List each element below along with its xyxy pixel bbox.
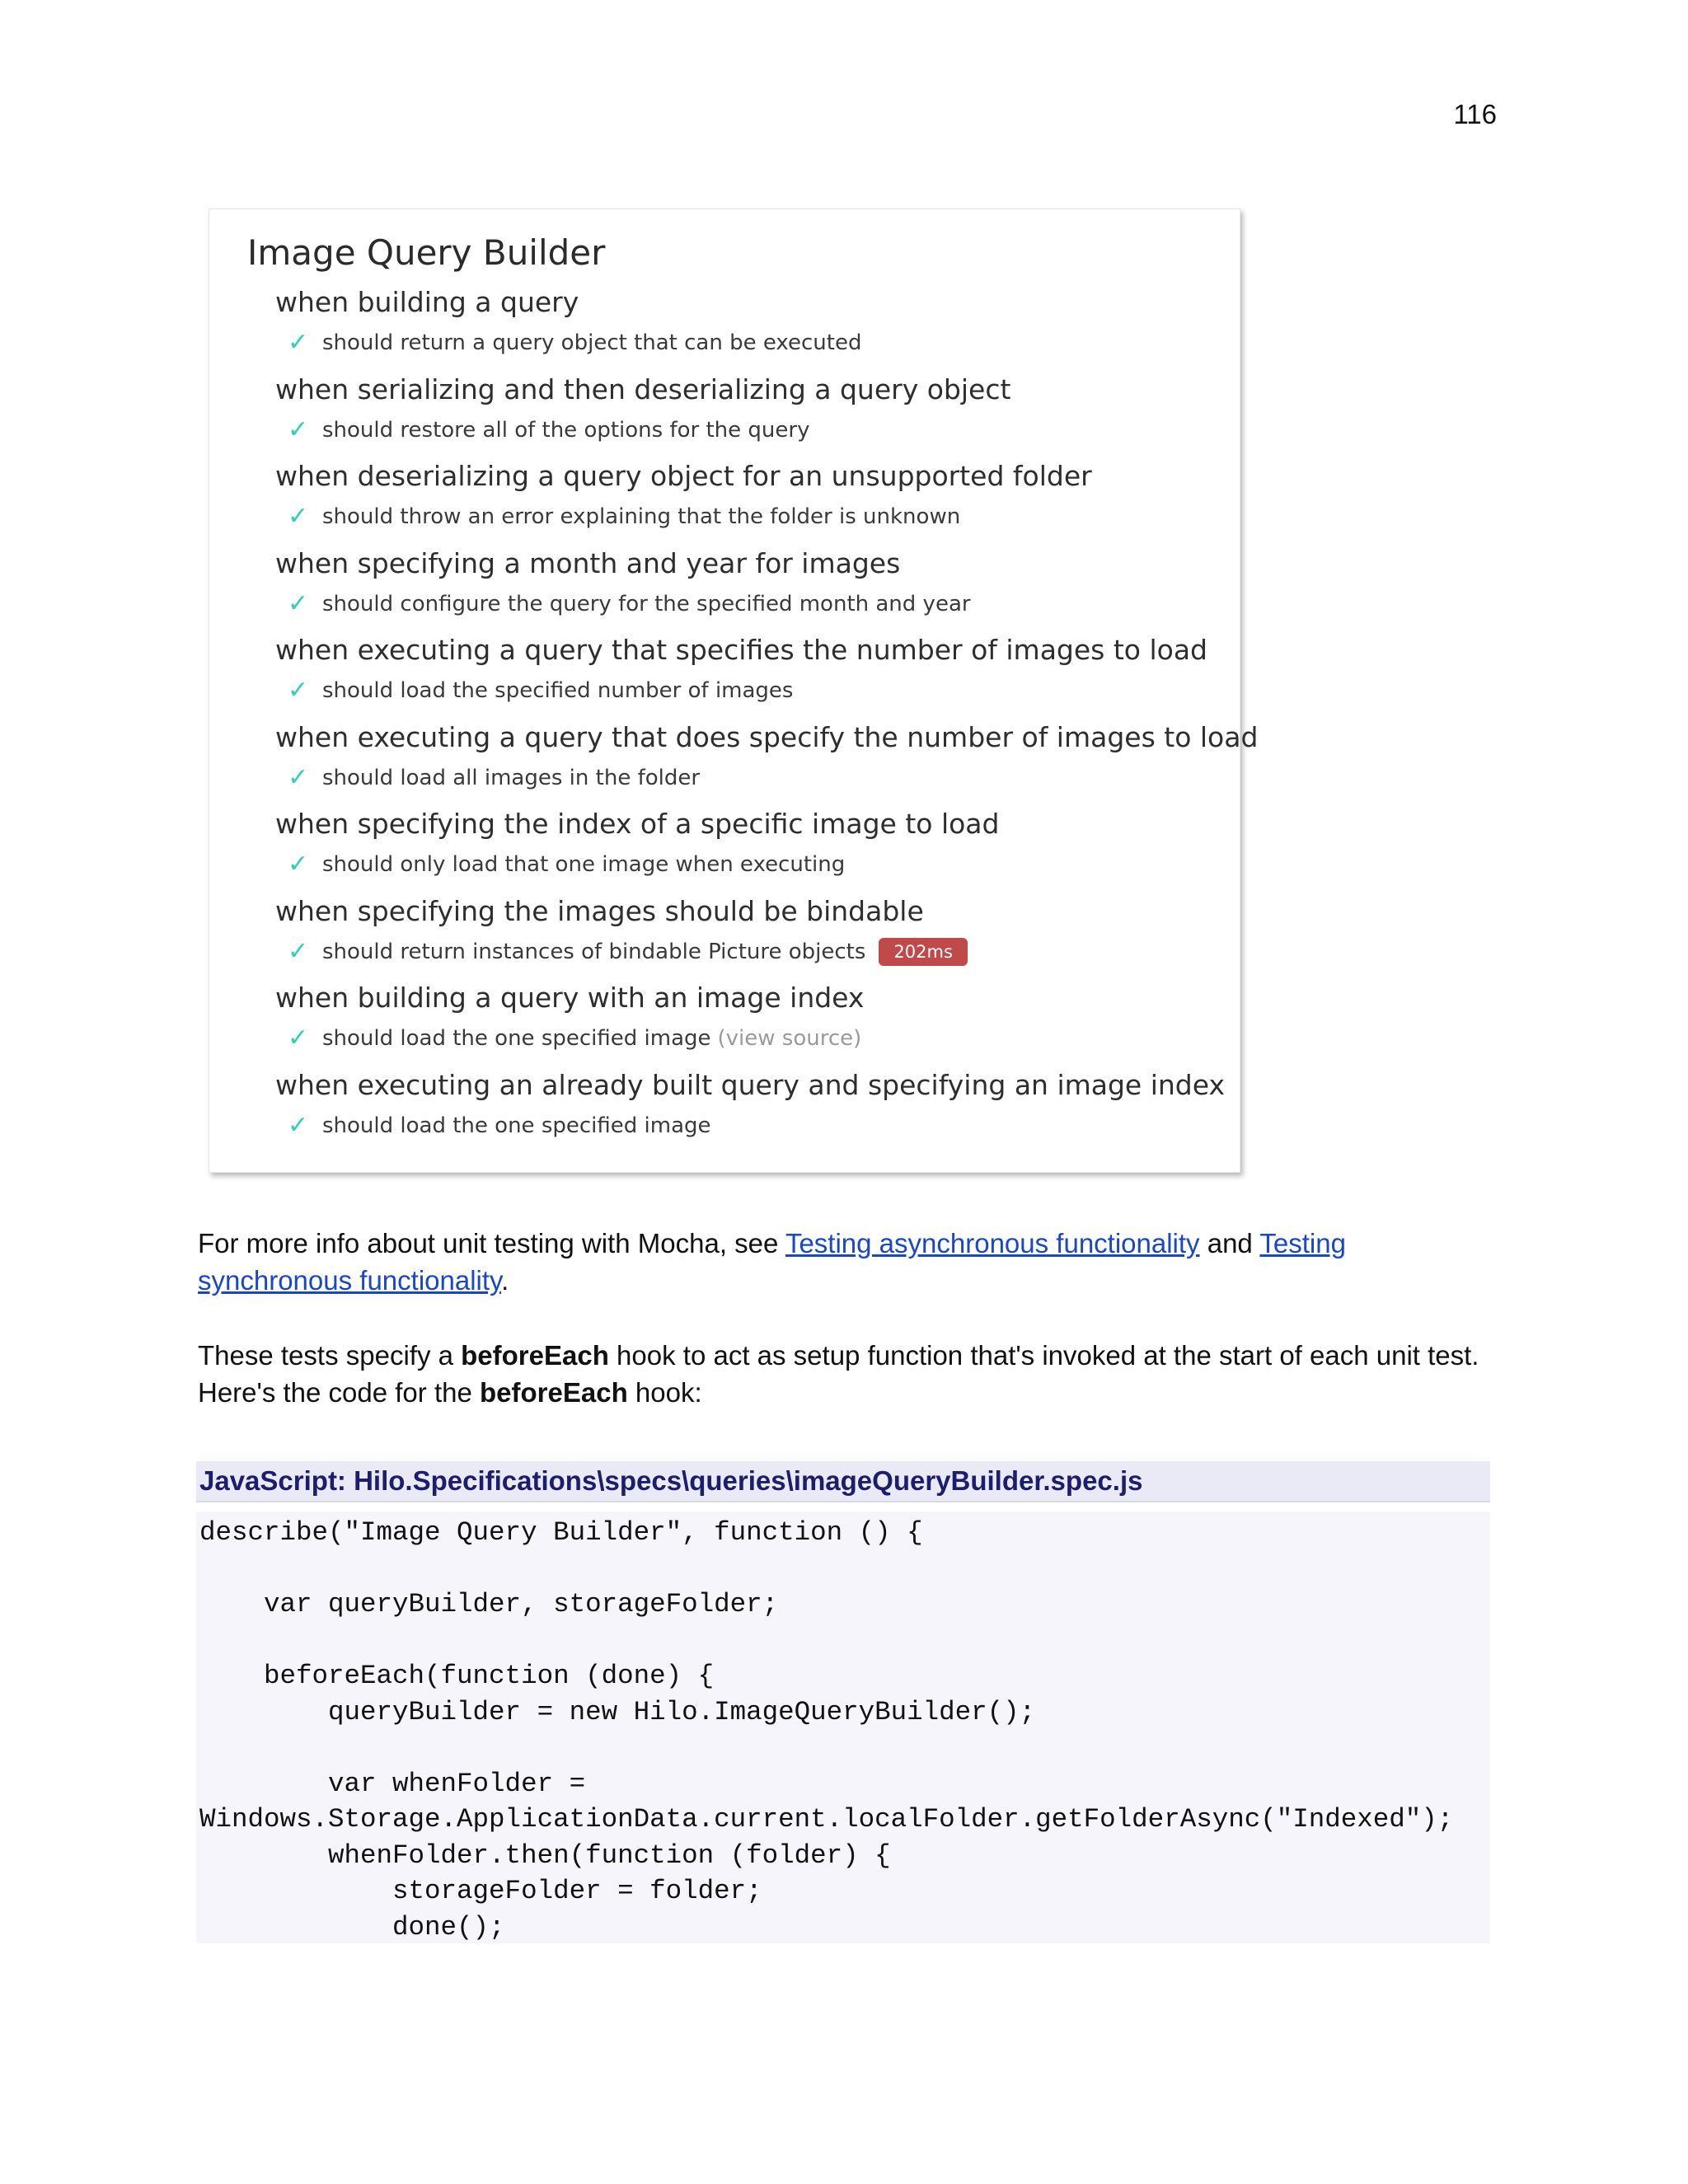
- check-icon: ✓: [288, 328, 309, 357]
- test-suite: [275, 546, 1223, 634]
- code-line: var queryBuilder, storageFolder;: [199, 1589, 779, 1619]
- check-icon: ✓: [288, 676, 309, 705]
- test-label: should throw an error explaining that the folder is unknown: [322, 504, 961, 529]
- test-case: [275, 674, 1223, 707]
- paragraph-text: hook to act as setup function that's invoked at the start of each unit test. Here's the code for the: [198, 1340, 1479, 1408]
- test-case: [275, 500, 1223, 533]
- code-line: [199, 1730, 1490, 1766]
- test-label: should load the one specified image: [322, 1026, 711, 1051]
- check-icon: ✓: [288, 936, 309, 966]
- test-results-screenshot: [209, 209, 1259, 1173]
- code-line: var whenFolder =: [199, 1768, 586, 1799]
- check-icon: ✓: [288, 850, 309, 879]
- test-suite: [275, 459, 1223, 546]
- view-source-link[interactable]: (view source): [717, 1026, 862, 1051]
- paragraph-text: .: [501, 1265, 509, 1296]
- code-header: JavaScript: Hilo.Specifications\specs\queries\imageQueryBuilder.spec.js: [196, 1461, 1490, 1502]
- test-case: [275, 935, 1223, 968]
- suite-title: when building a query with an image index: [275, 982, 865, 1014]
- check-icon: ✓: [288, 415, 309, 444]
- paragraph-text: For more info about unit testing with Mocha, see: [198, 1228, 785, 1258]
- test-label: should load all images in the folder: [322, 765, 701, 790]
- check-icon: ✓: [288, 762, 309, 792]
- bold-term: beforeEach: [461, 1340, 609, 1371]
- code-line: describe("Image Query Builder", function () {: [199, 1517, 923, 1548]
- code-line: [199, 1551, 1490, 1587]
- test-suite: [275, 1068, 1226, 1155]
- suite-title: when serializing and then deserializing a query object: [275, 373, 1011, 405]
- test-label: should only load that one image when executing: [322, 852, 846, 877]
- test-case: [275, 414, 1223, 447]
- test-suite: [275, 633, 1223, 720]
- test-case: [275, 588, 1223, 621]
- link-testing-asynchronous[interactable]: Testing asynchronous functionality: [785, 1228, 1200, 1258]
- suite-title: when deserializing a query object for an unsupported folder: [275, 460, 1092, 492]
- test-case: [275, 326, 1223, 359]
- test-suite: [275, 373, 1223, 460]
- test-label: should return instances of bindable Picture objects: [322, 939, 866, 964]
- test-label: should load the specified number of images: [322, 678, 794, 703]
- suite-title: when specifying a month and year for images: [275, 546, 901, 579]
- suite-title: when building a query: [275, 286, 579, 318]
- test-case: [275, 1109, 1223, 1142]
- test-suite: [275, 981, 1223, 1068]
- code-line: done();: [199, 1911, 505, 1943]
- paragraph-text: hook:: [627, 1377, 702, 1408]
- test-label: should load the one specified image: [322, 1113, 711, 1138]
- test-label: should configure the query for the specified month and year: [322, 591, 971, 616]
- paragraph-text: and: [1199, 1228, 1260, 1258]
- test-suite: [275, 720, 1259, 808]
- code-line: Windows.Storage.ApplicationData.current.localFolder.getFolderAsync("Indexed");: [199, 1804, 1454, 1835]
- suite-title: when executing a query that specifies the number of images to load: [275, 634, 1208, 666]
- page-number: 116: [1453, 99, 1497, 129]
- beforeeach-paragraph: [198, 1337, 1492, 1411]
- code-line: beforeEach(function (done) {: [199, 1661, 715, 1691]
- mocha-info-paragraph: [198, 1225, 1500, 1299]
- check-icon: ✓: [288, 1024, 309, 1052]
- test-case: [275, 1022, 1223, 1055]
- paragraph-text: These tests specify a: [198, 1340, 462, 1371]
- check-icon: ✓: [288, 1110, 309, 1140]
- code-line: whenFolder.then(function (folder) {: [199, 1840, 891, 1871]
- test-case: [275, 848, 1223, 881]
- test-case: [275, 762, 1223, 794]
- bold-term: beforeEach: [480, 1377, 628, 1408]
- code-block: [196, 1511, 1490, 1943]
- suite-title: when executing an already built query and specifying an image index: [275, 1068, 1226, 1101]
- code-line: [199, 1623, 1490, 1659]
- suite-title: when specifying the images should be bindable: [275, 894, 924, 927]
- suite-title: when specifying the index of a specific image to load: [275, 808, 1000, 840]
- test-suite: [275, 894, 1223, 982]
- link-testing-synchronous[interactable]: Testing synchronous functionality: [198, 1228, 1346, 1296]
- code-line: storageFolder = folder;: [199, 1876, 762, 1906]
- test-suite: [275, 807, 1223, 894]
- check-icon: ✓: [288, 502, 309, 531]
- check-icon: ✓: [288, 588, 309, 618]
- test-label: should restore all of the options for the query: [322, 417, 810, 443]
- duration-badge: 202ms: [879, 938, 967, 966]
- suite-title: when executing a query that does specify the number of images to load: [275, 720, 1259, 753]
- suite-list: [275, 285, 1259, 1155]
- panel-title: Image Query Builder: [247, 232, 606, 273]
- code-line: queryBuilder = new Hilo.ImageQueryBuilder();: [199, 1696, 1036, 1727]
- test-suite: [275, 285, 1223, 373]
- test-label: should return a query object that can be executed: [322, 330, 862, 355]
